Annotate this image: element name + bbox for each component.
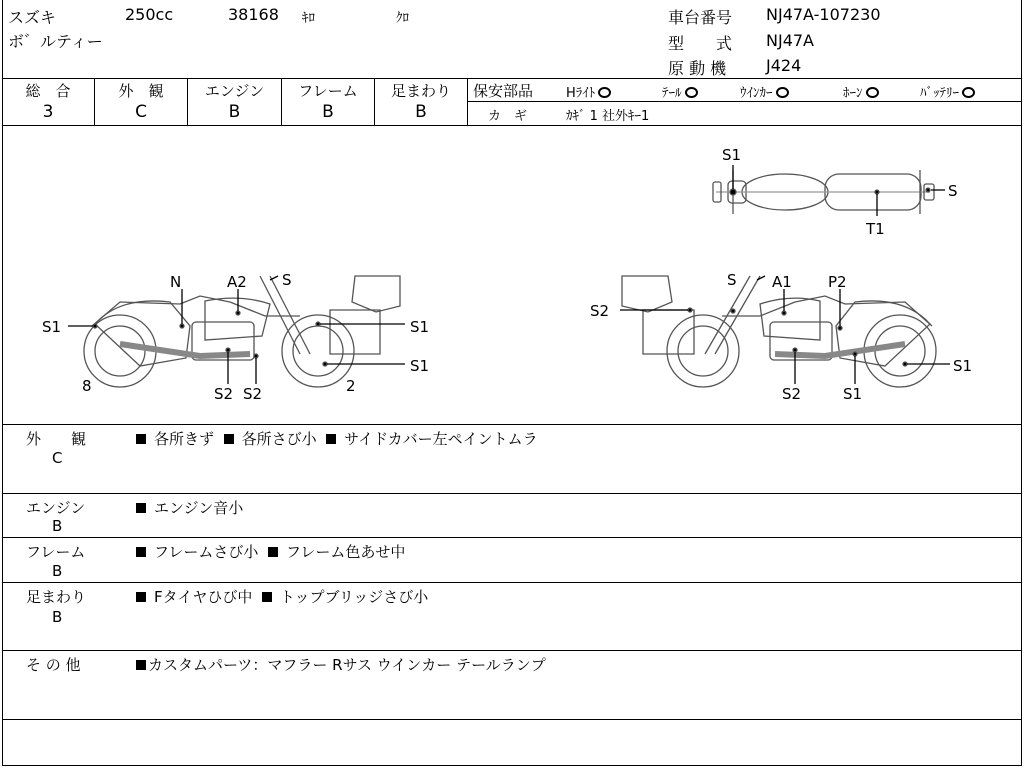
divider [2,537,1022,538]
grade-suspension-label: 足まわり [390,82,451,100]
displacement: 250cc [125,5,174,24]
bullet-icon [136,592,146,602]
type-value: NJ47A [766,31,814,50]
safety-item-tail: ﾃｰﾙ [662,82,700,101]
diagram-label: S1 [42,318,62,336]
diagram-label: S1 [722,146,742,164]
grade-exterior-label: 外 観 [118,82,164,100]
safety-parts-label: 保安部品 [473,82,534,100]
key-label: カ ギ [488,109,528,124]
diagram-label: S1 [843,385,863,403]
bullet-icon [268,547,278,557]
safety-item-horn: ﾎｰﾝ [843,82,881,101]
diagram-label: T1 [866,220,885,238]
divider [2,582,1022,583]
safety-item-battery: ﾊﾞｯﾃﾘｰ [920,82,977,101]
safety-item-winker: ｳｲﾝｶｰ [740,82,791,101]
divider [2,493,1022,494]
frame-no: NJ47A-107230 [766,5,881,24]
ok-circle-icon [866,87,879,98]
section-suspension-grade: B [52,608,63,626]
bullet-icon [136,503,146,513]
key-value: ｶｷﾞ 1 社外ｷｰ1 [566,109,650,124]
diagram-label: S2 [214,385,234,403]
section-frame-label: フレーム [26,543,86,561]
engine-value: J424 [766,56,802,75]
diagram-label: S [727,271,737,289]
bike-left-view [68,276,405,387]
diagram-label: P2 [828,273,847,291]
bullet-icon [136,434,146,444]
model-name: ボ゛ルティー [8,32,103,51]
section-other-label: そ の 他 [26,656,81,674]
diagram-label: A2 [227,273,247,291]
grade-frame-label: フレーム [298,82,358,100]
frame-no-label: 車台番号 [668,8,733,27]
section-exterior-notes: 各所きず 各所さび小 サイドカバー左ペイントムラ [136,428,538,449]
diagram-label: S [948,182,958,200]
section-exterior-label: 外 観 [26,430,87,448]
diagram-label: S [282,271,292,289]
grade-engine-value: B [228,102,241,122]
diagram-label: S1 [410,357,430,375]
grade-exterior-value: C [135,102,147,122]
diagram-label: S1 [953,357,973,375]
grade-total-label: 総 合 [25,82,71,100]
bullet-icon [326,434,336,444]
ok-circle-icon [685,87,698,98]
diagram-label: A1 [772,273,792,291]
section-frame-grade: B [52,562,63,580]
divider [467,78,468,125]
mileage: 38168 [228,5,279,24]
diagram-label: S1 [410,318,430,336]
section-engine-grade: B [52,517,63,535]
ok-circle-icon [962,87,975,98]
divider [468,101,1022,102]
bullet-icon [262,592,272,602]
section-other-notes: カスタムパーツ：マフラー Rサス ウインカー テールランプ [136,654,546,675]
engine-label: 原 動 機 [668,59,727,78]
ok-circle-icon [776,87,789,98]
damage-diagram [0,126,1024,424]
divider [2,719,1022,720]
bullet-icon [136,660,146,670]
diagram-label: 8 [82,377,92,395]
type-label: 型 式 [668,34,733,53]
diagram-label: S2 [782,385,802,403]
divider [2,78,1022,79]
grade-engine-label: エンジン [204,82,265,100]
divider [2,424,1022,425]
bike-right-view [620,276,950,387]
section-suspension-notes: Fタイヤひび中 トップブリッジさび小 [136,586,428,607]
divider [2,650,1022,651]
section-exterior-grade: C [52,449,63,467]
mileage-unit: ｷﾛ [302,11,315,26]
grade-frame-value: B [322,102,334,122]
section-frame-notes: フレームさび小 フレーム色あせ中 [136,541,405,562]
color: ｸﾛ [396,11,409,26]
diagram-label: 2 [346,377,356,395]
grade-suspension-value: B [415,102,427,122]
section-engine-label: エンジン [26,499,86,517]
grade-total-value: 3 [42,102,54,122]
bullet-icon [136,547,146,557]
diagram-label: S2 [243,385,263,403]
maker: スズキ [8,8,57,27]
bike-top-view [713,165,945,216]
ok-circle-icon [598,87,611,98]
section-suspension-label: 足まわり [26,588,87,606]
bullet-icon [224,434,234,444]
diagram-label: N [170,273,182,291]
section-engine-notes: エンジン音小 [136,497,243,518]
diagram-label: S2 [590,302,610,320]
safety-item-headlight: Hﾗｲﾄ [566,82,613,101]
